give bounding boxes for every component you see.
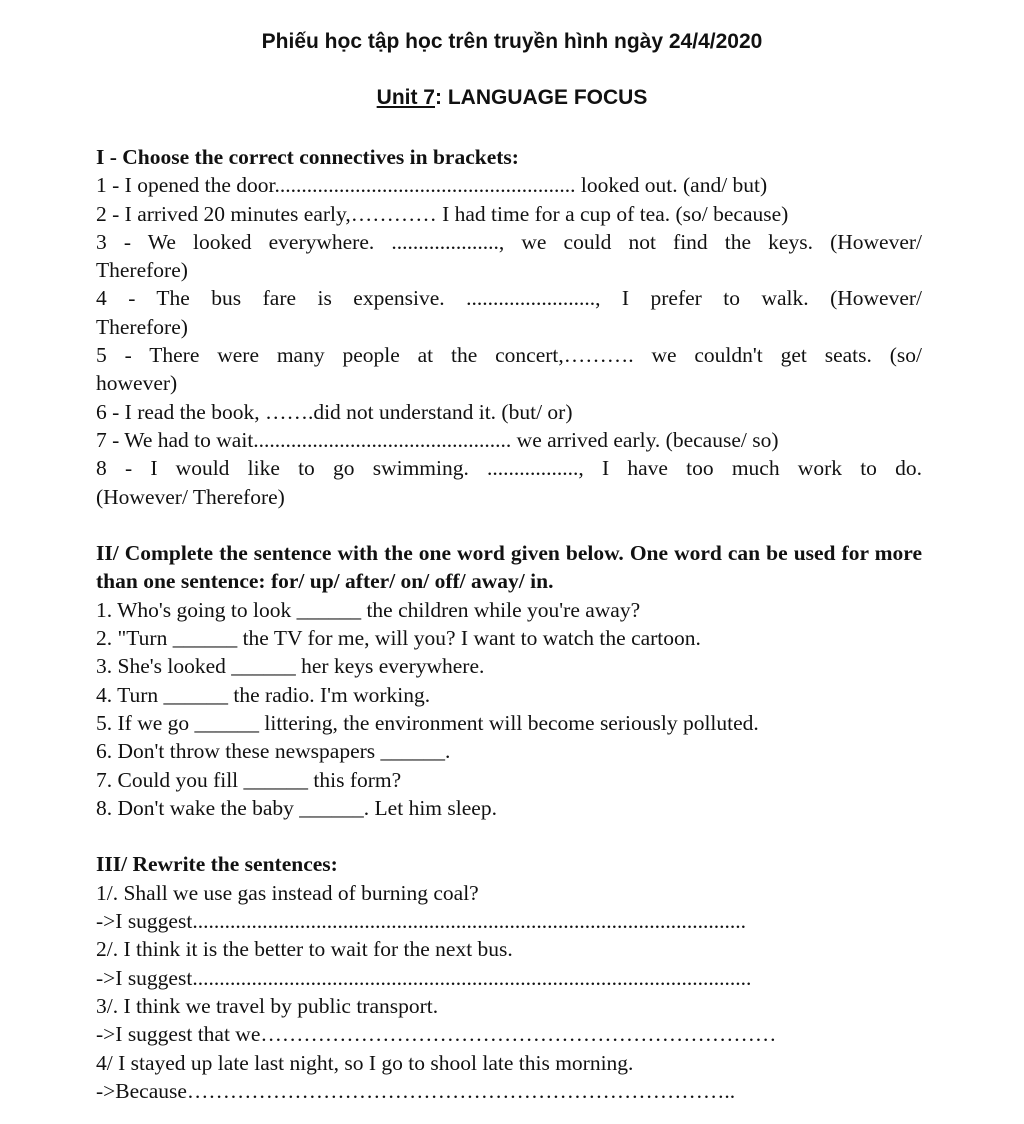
unit-topic: : LANGUAGE FOCUS [435, 86, 648, 109]
section1-item: Therefore) [96, 258, 188, 283]
section1-item: 8 - I would like to go swimming. ................., I have too much work to do. [96, 456, 922, 481]
section1-item: however) [96, 371, 178, 396]
section2-item: 7. Could you fill ______ this form? [96, 767, 402, 792]
section1-item: 4 - The bus fare is expensive. ........................, I prefer to walk. (However/ [96, 286, 922, 311]
section1-item: 5 - There were many people at the concert,………. we couldn't get seats. (so/ [96, 343, 922, 368]
section3-item: 1/. Shall we use gas instead of burning coal? [96, 880, 479, 905]
section3-item: 4/ I stayed up late last night, so I go to shool late this morning. [96, 1050, 634, 1075]
section2-item: 4. Turn ______ the radio. I'm working. [96, 682, 431, 707]
section3-answer-line: ->I suggest....................................................................................................... [96, 909, 746, 934]
section2-item: 3. She's looked ______ her keys everywhere. [96, 654, 485, 679]
section3-answer-line: ->I suggest that we……………………………………………………………… [96, 1022, 777, 1047]
spacer [96, 511, 922, 539]
section3-item: 3/. I think we travel by public transport. [96, 993, 439, 1018]
section2-item: 8. Don't wake the baby ______. Let him sleep. [96, 795, 497, 820]
worksheet-title: Phiếu học tập học trên truyền hình ngày 24/4/2020 [261, 30, 763, 53]
section3-item: 2/. I think it is the better to wait for the next bus. [96, 937, 513, 962]
section3-heading: III/ Rewrite the sentences: [96, 852, 338, 877]
unit-heading [0, 86, 1024, 110]
section1-heading: I - Choose the correct connectives in brackets: [96, 145, 519, 169]
section2-item: 2. "Turn ______ the TV for me, will you? I want to watch the cartoon. [96, 626, 701, 651]
section1-item: 2 - I arrived 20 minutes early,………… I had time for a cup of tea. (so/ because) [96, 201, 789, 226]
section1-item: 1 - I opened the door........................................................ looked out. (and/ but) [96, 173, 768, 198]
spacer [96, 822, 922, 850]
section1-item: (However/ Therefore) [96, 484, 285, 509]
section1-item: Therefore) [96, 314, 188, 339]
worksheet-body [96, 143, 922, 1105]
unit-label: Unit 7 [376, 86, 435, 109]
section1-item: 6 - I read the book, …….did not understand it. (but/ or) [96, 399, 573, 424]
section2-item: 1. Who's going to look ______ the children while you're away? [96, 597, 641, 622]
section2-item: 6. Don't throw these newspapers ______. [96, 739, 451, 764]
section3-answer-line: ->I suggest........................................................................................................ [96, 965, 752, 990]
section3-answer-line: ->Because………………………………………………………………….. [96, 1078, 736, 1103]
section1-item: 3 - We looked everywhere. ...................., we could not find the keys. (However/ [96, 229, 922, 254]
section2-heading: II/ Complete the sentence with the one word given below. One word can be used for more than one sentence: for/ up/ after/ on/ off/ away/ in. [96, 541, 922, 594]
section2-item: 5. If we go ______ littering, the environment will become seriously polluted. [96, 710, 759, 735]
section1-item: 7 - We had to wait................................................ we arrived early. (because/ so) [96, 427, 779, 452]
